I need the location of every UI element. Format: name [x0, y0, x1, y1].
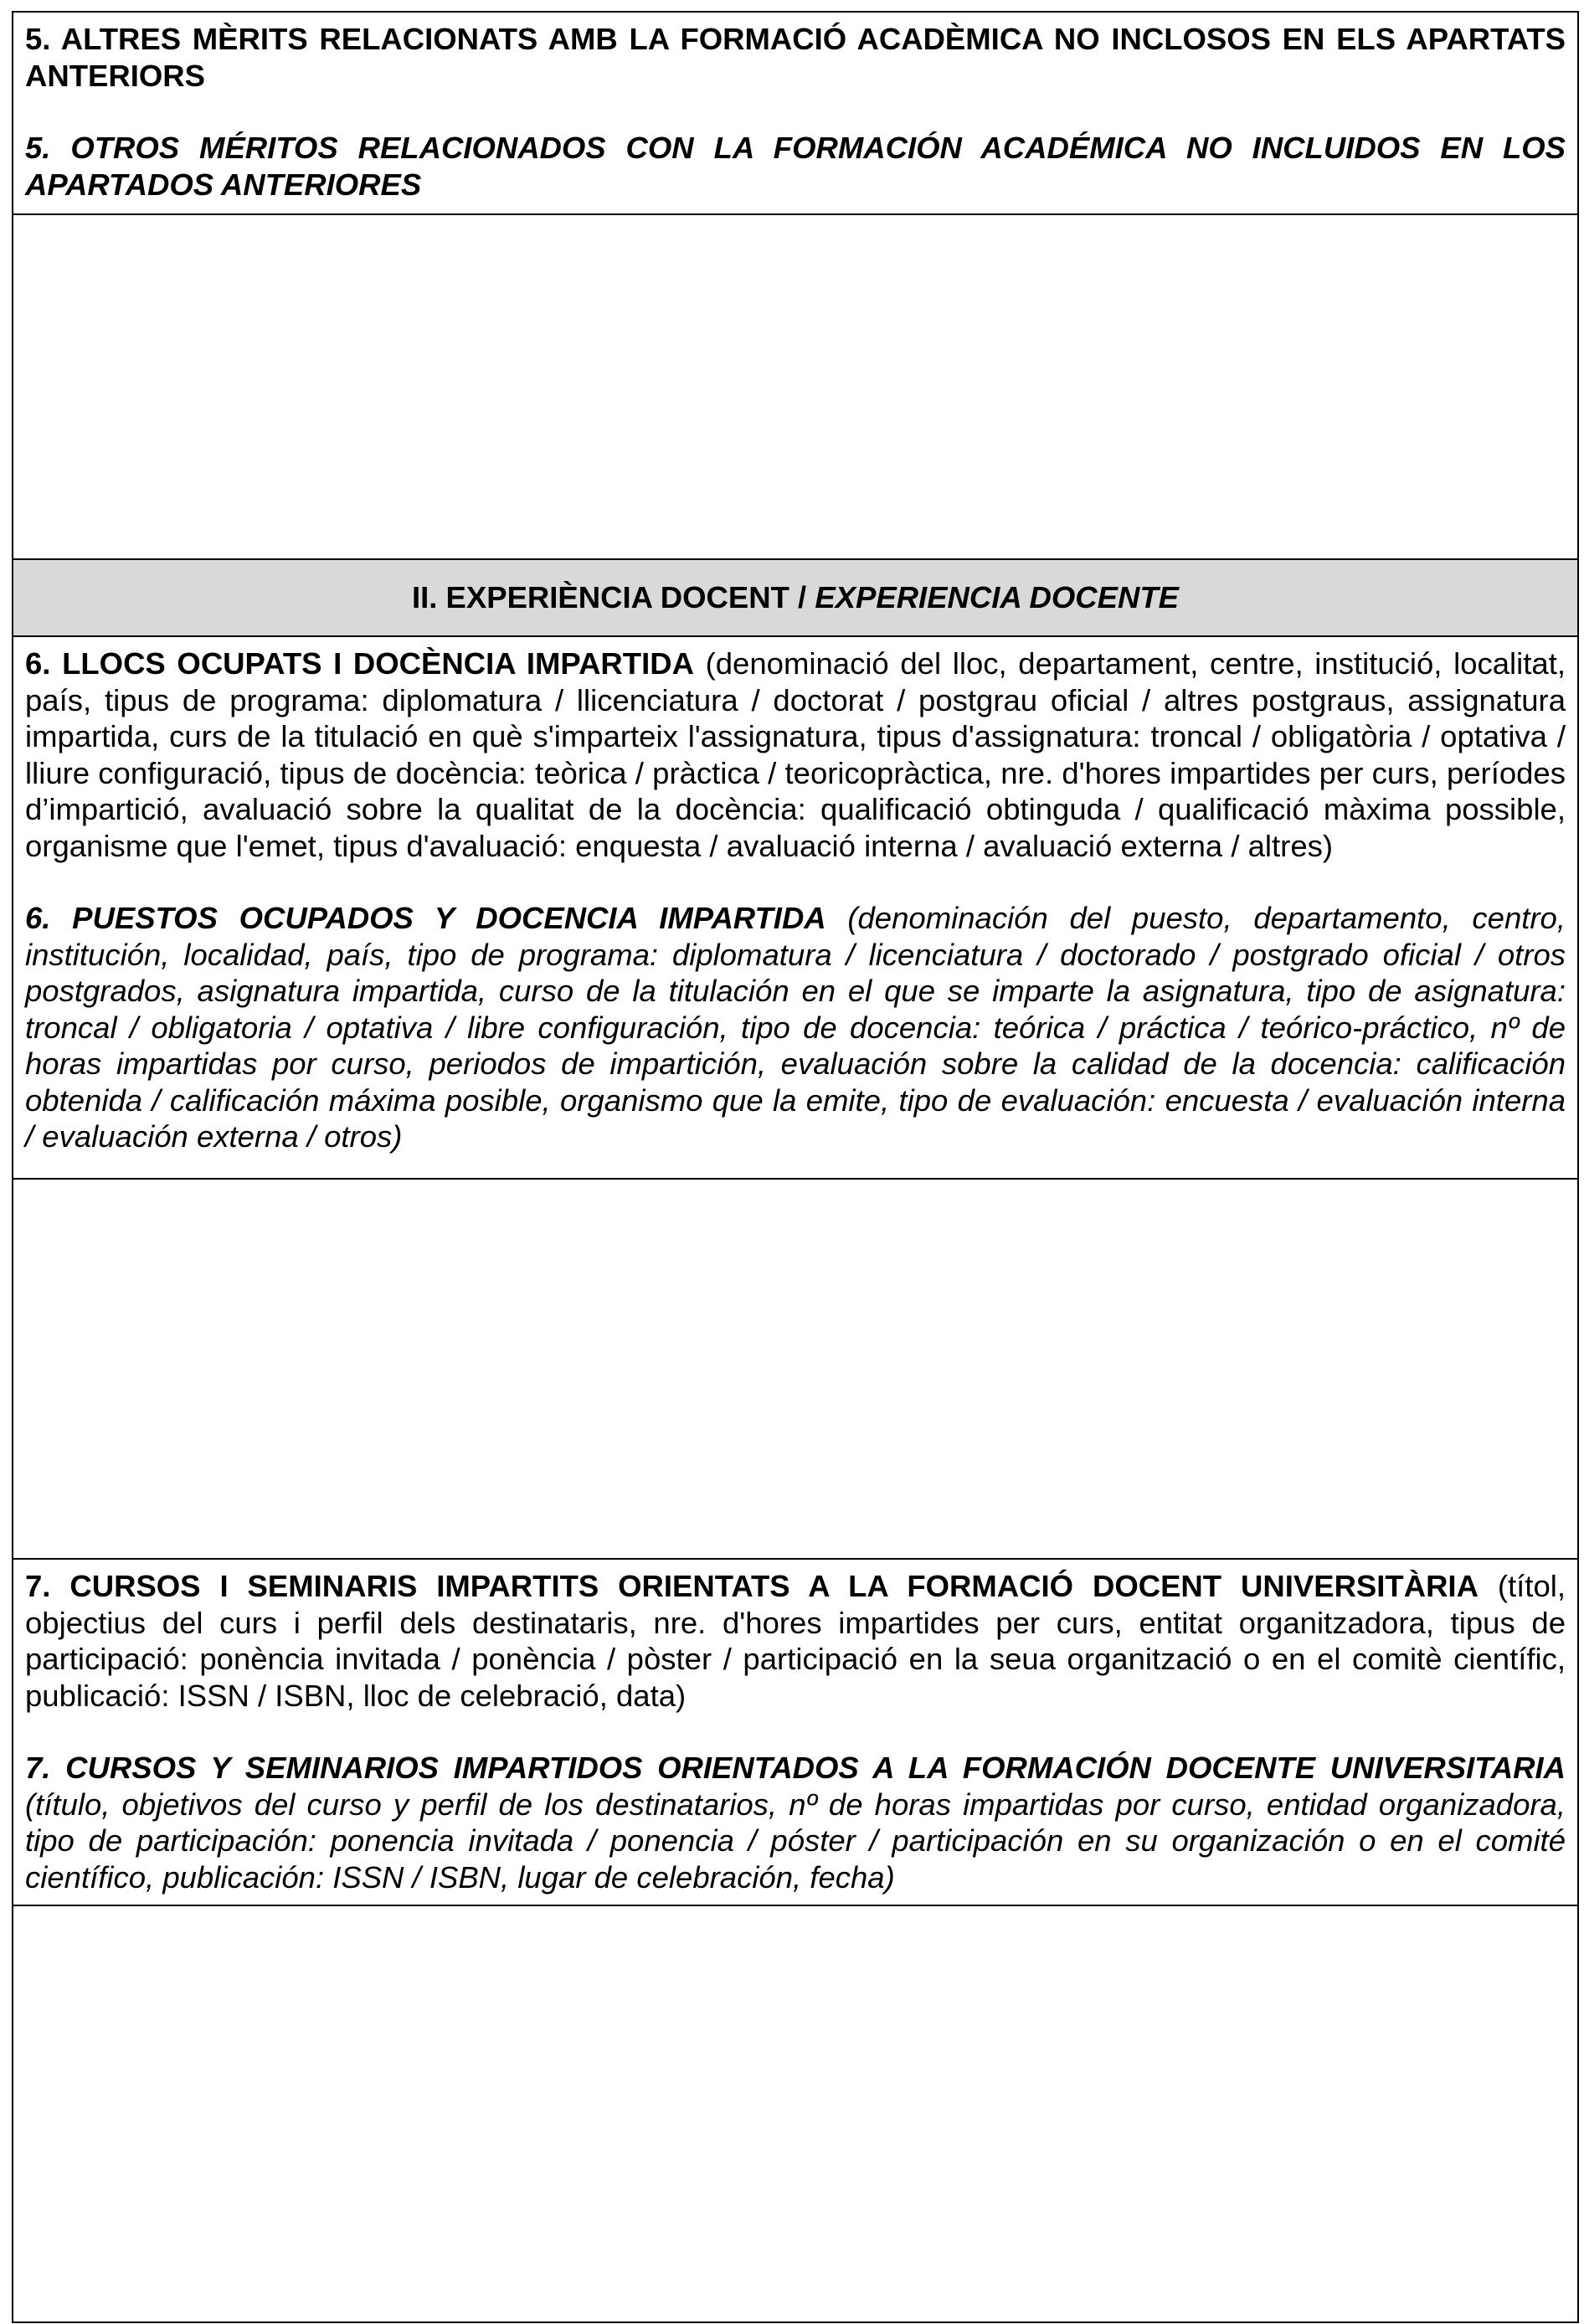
section-7-text-es — [25, 1750, 1566, 1895]
section-6-text-ca — [25, 645, 1566, 864]
section-7-header — [12, 1558, 1579, 1905]
section-6-desc-es: (denominación del puesto, departamento, centro, institución, localidad, país, tipo de programa: diplomatura / licenciatura / doctorado / postgrado oficial / otros postgrados, asignatura impartida, curso de la titulación en el que se imparte la asignatura, tipo de asignatura: troncal / obligatoria / optativa / libre configuración, tipo de docencia: teórica / práctica / teórico-práctico, nº de horas impartidas por curso, periodos de impartición, evaluación sobre la calidad de la docencia: calificación obtenida / calificación máxima posible, organismo que la emite, tipo de evaluación: encuesta / evaluación interna / evaluación externa / otros) — [25, 901, 1566, 1154]
section-7-text-ca — [25, 1568, 1566, 1714]
section-7-title-es: 7. CURSOS Y SEMINARIOS IMPARTIDOS ORIENTADOS A LA FORMACIÓN DOCENTE UNIVERSITARIA — [25, 1751, 1566, 1785]
section-ii-title-es: EXPERIENCIA DOCENTE — [815, 580, 1179, 614]
section-7-answer-area[interactable] — [12, 1905, 1579, 2323]
section-ii-header — [12, 558, 1579, 635]
section-7-desc-ca: (títol, objectius del curs i perfil dels destinataris, nre. d'hores impartides per curs, entitat organitzadora, tipus de participació: ponència invitada / ponència / pòster / participació en la seua organització o en el comitè científic, publicació: ISSN / ISBN, lloc de celebració, data) — [25, 1569, 1566, 1713]
section-6-desc-ca: (denominació del lloc, departament, centre, institució, localitat, país, tipus de programa: diplomatura / llicenciatura / doctorat / postgrau oficial / altres postgraus, assignatura impartida, curs de la titulació en què s'imparteix l'assignatura, tipus d'assignatura: troncal / obligatòria / optativa / lliure configuració, tipus de docència: teòrica / pràctica / teoricopràctica, nre. d'hores impartides per curs, períodes d’impartició, avaluació sobre la qualitat de la docència: qualificació obtinguda / qualificació màxima possible, organisme que l'emet, tipus d'avaluació: enquesta / avaluació interna / avaluació externa / altres) — [25, 646, 1566, 863]
section-5-title-ca: 5. ALTRES MÈRITS RELACIONATS AMB LA FORMACIÓ ACADÈMICA NO INCLOSOS EN ELS APARTATS ANTERIORS — [25, 22, 1566, 93]
section-6-title-es: 6. PUESTOS OCUPADOS Y DOCENCIA IMPARTIDA — [25, 901, 826, 935]
section-5-answer-area[interactable] — [12, 213, 1579, 558]
section-6-header — [12, 635, 1579, 1178]
section-7-title-ca: 7. CURSOS I SEMINARIS IMPARTITS ORIENTATS A LA FORMACIÓ DOCENT UNIVERSITÀRIA — [25, 1569, 1479, 1603]
section-5-title-es: 5. OTROS MÉRITOS RELACIONADOS CON LA FORMACIÓN ACADÉMICA NO INCLUIDOS EN LOS APARTADOS ANTERIORES — [25, 131, 1566, 202]
section-6-title-ca: 6. LLOCS OCUPATS I DOCÈNCIA IMPARTIDA — [25, 646, 694, 681]
section-6-answer-area[interactable] — [12, 1178, 1579, 1558]
section-7-desc-es: (título, objetivos del curso y perfil de los destinatarios, nº de horas impartidas por curso, entidad organizadora, tipo de participación: ponencia invitada / ponencia / póster / participación en su organización o en el comité científico, publicación: ISSN / ISBN, lugar de celebración, fecha) — [25, 1787, 1566, 1895]
section-ii-title-ca: II. EXPERIÈNCIA DOCENT / — [411, 580, 815, 614]
section-6-text-es — [25, 900, 1566, 1155]
section-5-header — [12, 11, 1579, 213]
